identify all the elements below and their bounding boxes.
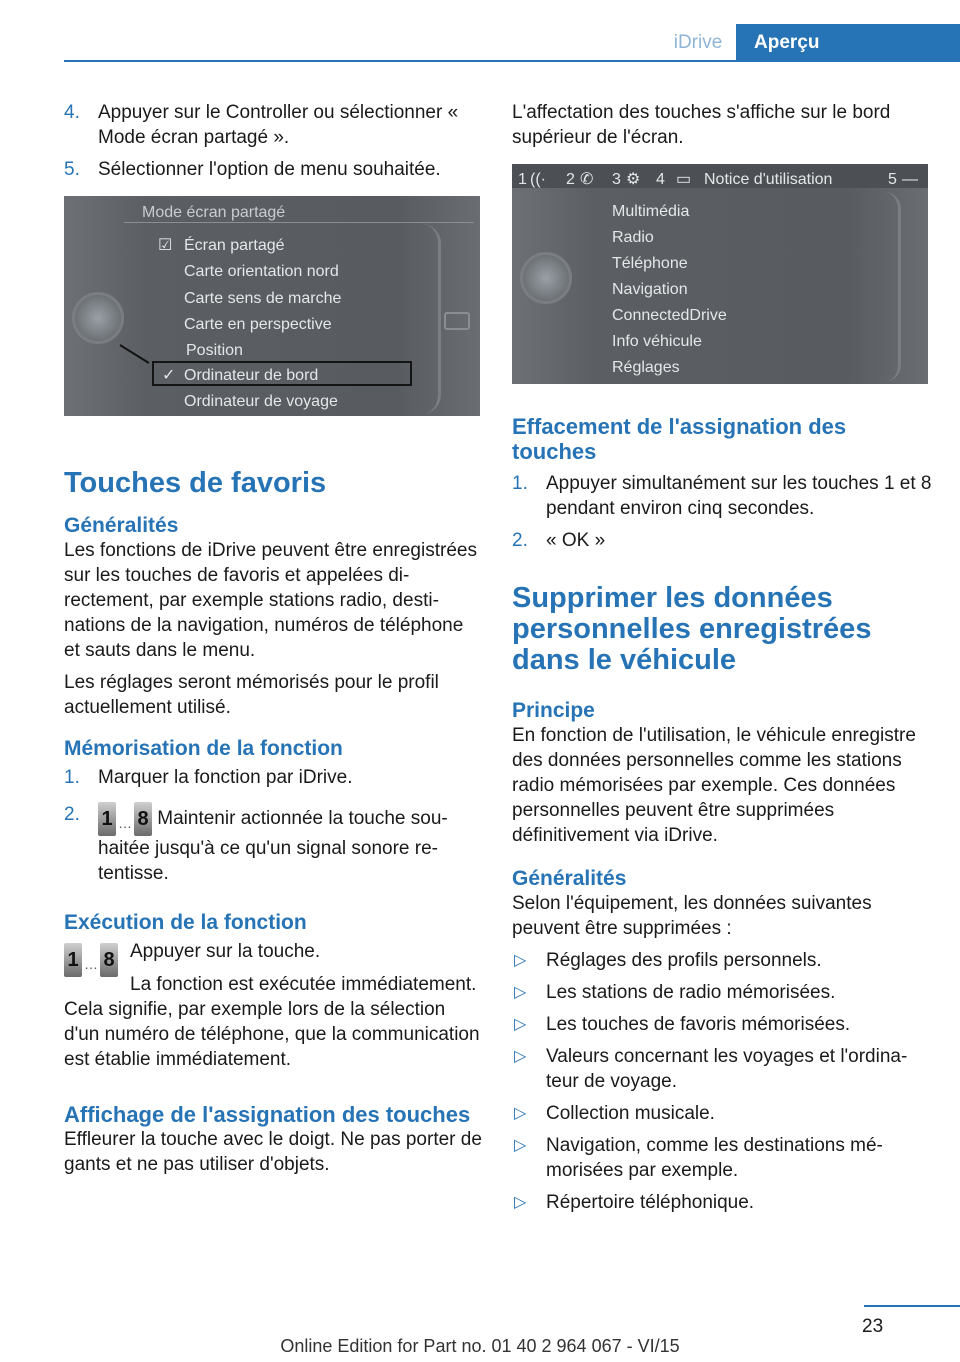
list-item-text: Les touches de favoris mémorisées. xyxy=(546,1014,851,1035)
subheading-effacement: Effacement de l'assignation des touches xyxy=(512,414,847,464)
list-item-text: Valeurs concernant les voyages et l'ordinateur de voyage. xyxy=(546,1046,908,1092)
signal-icon: ((· xyxy=(530,171,546,188)
section-title-favorites: Touches de favoris xyxy=(64,467,327,499)
list-item xyxy=(512,980,932,1005)
header-chapter: Aperçu xyxy=(736,24,960,62)
step-4 xyxy=(64,100,484,150)
step-number: 5. xyxy=(64,159,80,180)
menu-item: ConnectedDrive xyxy=(612,307,727,324)
paragraph: Les réglages seront mémorisés pour le profil actuellement utilisé. xyxy=(64,672,439,718)
screen-item: Écran partagé xyxy=(184,237,285,254)
list-item xyxy=(512,1044,932,1094)
step-text: Maintenir actionnée la touche souhaitée jusqu'à ce qu'un signal sonore retentisse. xyxy=(98,808,448,884)
pointer-line xyxy=(119,344,149,364)
header-section: iDrive xyxy=(673,32,723,53)
checkmark-icon: ✓ xyxy=(162,367,176,384)
step-5 xyxy=(64,157,484,182)
list-item-text: Répertoire téléphonique. xyxy=(546,1192,755,1213)
screen-arc xyxy=(884,192,901,382)
dash-icon: — xyxy=(902,171,918,188)
screen-item: Ordinateur de voyage xyxy=(184,393,338,410)
bullet-marker-icon: ▷ xyxy=(514,952,527,969)
memo-step-1 xyxy=(64,765,484,790)
favorite-keys-icon xyxy=(64,943,118,977)
step-number: 2. xyxy=(64,804,80,825)
keys-ellipsis: … xyxy=(118,815,132,831)
checkbox-icon: ☑ xyxy=(158,237,173,254)
menu-item: Navigation xyxy=(612,281,688,298)
phone-icon: ✆ xyxy=(580,171,594,188)
screen-item: Ordinateur de bord xyxy=(184,367,319,384)
paragraph: Effleurer la touche avec le doigt. Ne pas porter de gants et ne pas utiliser d'objets. xyxy=(64,1129,482,1175)
step-number: 1. xyxy=(512,473,528,494)
subheading-generalites: Généralités xyxy=(512,867,627,890)
screen-item: Carte orientation nord xyxy=(184,263,339,280)
list-item-text: Réglages des profils personnels. xyxy=(546,950,822,971)
footer-rule xyxy=(864,1305,960,1307)
eff-step-2 xyxy=(512,528,932,553)
step-text: Marquer la fonction par iDrive. xyxy=(98,767,353,788)
step-number: 2. xyxy=(512,530,528,551)
key-tab-label: Notice d'utilisation xyxy=(704,171,833,188)
list-item-text: Navigation, comme les destinations mémorisées par exemple. xyxy=(546,1135,883,1181)
menu-item: Téléphone xyxy=(612,255,688,272)
paragraph: En fonction de l'utilisation, le véhicule enregistre des données personnelles comme les stations radio mémorisées par exemple. Ces données personnelles peuvent être supprimées définitivement via iDrive. xyxy=(512,725,916,846)
screen-arc xyxy=(422,224,441,414)
eff-step-1 xyxy=(512,471,932,521)
list-item xyxy=(512,1012,932,1037)
menu-item: Radio xyxy=(612,229,654,246)
menu-item: Multimédia xyxy=(612,203,690,220)
menu-item: Info véhicule xyxy=(612,333,702,350)
key-tab: 4 xyxy=(656,171,665,188)
subheading-generalites: Généralités xyxy=(64,514,179,537)
paragraph: Les fonctions de iDrive peuvent être enregistrées sur les touches de favoris et appelées directement, par exemple stations radio, destinations de la navigation, numéros de téléphone et sauts dans le menu. xyxy=(64,540,477,661)
favorite-key-8-icon: 8 xyxy=(134,802,152,836)
subheading-execution: Exécution de la fonction xyxy=(64,911,307,934)
bullet-marker-icon: ▷ xyxy=(514,1105,527,1122)
keys-ellipsis: … xyxy=(84,956,98,972)
key-tab: 1 xyxy=(518,171,527,188)
book-icon: ▭ xyxy=(676,171,692,188)
menu-item: Réglages xyxy=(612,359,680,376)
key-tab: 3 xyxy=(612,171,621,188)
list-item xyxy=(512,1133,932,1183)
gear-icon: ⚙ xyxy=(626,171,641,188)
subheading-principe: Principe xyxy=(512,699,595,722)
left-column xyxy=(64,100,484,1184)
screen-item: Position xyxy=(186,342,243,359)
right-column xyxy=(512,100,932,1222)
bullet-marker-icon: ▷ xyxy=(514,1048,527,1065)
step-text: Sélectionner l'option de menu souhaitée. xyxy=(98,159,441,180)
key-tab: 5 xyxy=(888,171,897,188)
subheading-memorisation: Mémorisation de la fonction xyxy=(64,737,343,760)
paragraph: Selon l'équipement, les données suivantes peuvent être supprimées : xyxy=(512,893,872,939)
screen-divider xyxy=(124,222,474,223)
split-screen-menu-image xyxy=(64,196,480,416)
step-text: Appuyer sur le Controller ou sélectionner « Mode écran partagé ». xyxy=(98,102,459,148)
execution-block xyxy=(64,939,484,1072)
bullet-marker-icon: ▷ xyxy=(514,984,527,1001)
page-number: 23 xyxy=(862,1316,884,1337)
bullet-marker-icon: ▷ xyxy=(514,1016,527,1033)
bullet-marker-icon: ▷ xyxy=(514,1137,527,1154)
step-text: « OK » xyxy=(546,530,606,551)
subheading-affichage: Affichage de l'assignation des touches xyxy=(64,1102,471,1127)
favorite-key-8-icon: 8 xyxy=(100,943,118,977)
step-number: 1. xyxy=(64,767,80,788)
screen-item: Carte en perspective xyxy=(184,316,332,333)
paragraph: Appuyer sur la touche. xyxy=(130,941,321,962)
section-title-delete-data: Supprimer les données personnelles enregistrées dans le véhicule xyxy=(512,582,872,676)
screen-title: Mode écran partagé xyxy=(142,204,286,221)
controller-knob-icon xyxy=(72,292,124,344)
screen-item: Carte sens de marche xyxy=(184,290,342,307)
list-item xyxy=(512,948,932,973)
paragraph: La fonction est exécutée immédiatement. Cela signifie, par exemple lors de la sélection d'un numéro de téléphone, que la communication est établie immédiatement. xyxy=(64,974,480,1070)
favorite-keys-menu-image xyxy=(512,164,928,384)
key-tab: 2 xyxy=(566,171,575,188)
display-icon xyxy=(444,312,470,330)
step-number: 4. xyxy=(64,102,80,123)
list-item xyxy=(512,1101,932,1126)
footer-edition: Online Edition for Part no. 01 40 2 964 067 - VI/15 xyxy=(280,1336,680,1356)
step-text: Appuyer simultanément sur les touches 1 et 8 pendant environ cinq secondes. xyxy=(546,473,932,519)
favorite-key-1-icon: 1 xyxy=(64,943,82,977)
list-item-text: Collection musicale. xyxy=(546,1103,715,1124)
list-item xyxy=(512,1190,932,1215)
favorite-key-1-icon: 1 xyxy=(98,802,116,836)
list-item-text: Les stations de radio mémorisées. xyxy=(546,982,836,1003)
paragraph: L'affectation des touches s'affiche sur le bord supérieur de l'écran. xyxy=(512,102,891,148)
bullet-marker-icon: ▷ xyxy=(514,1194,527,1211)
header-rule xyxy=(64,60,960,62)
memo-step-2 xyxy=(64,802,484,886)
controller-knob-icon xyxy=(520,252,572,304)
